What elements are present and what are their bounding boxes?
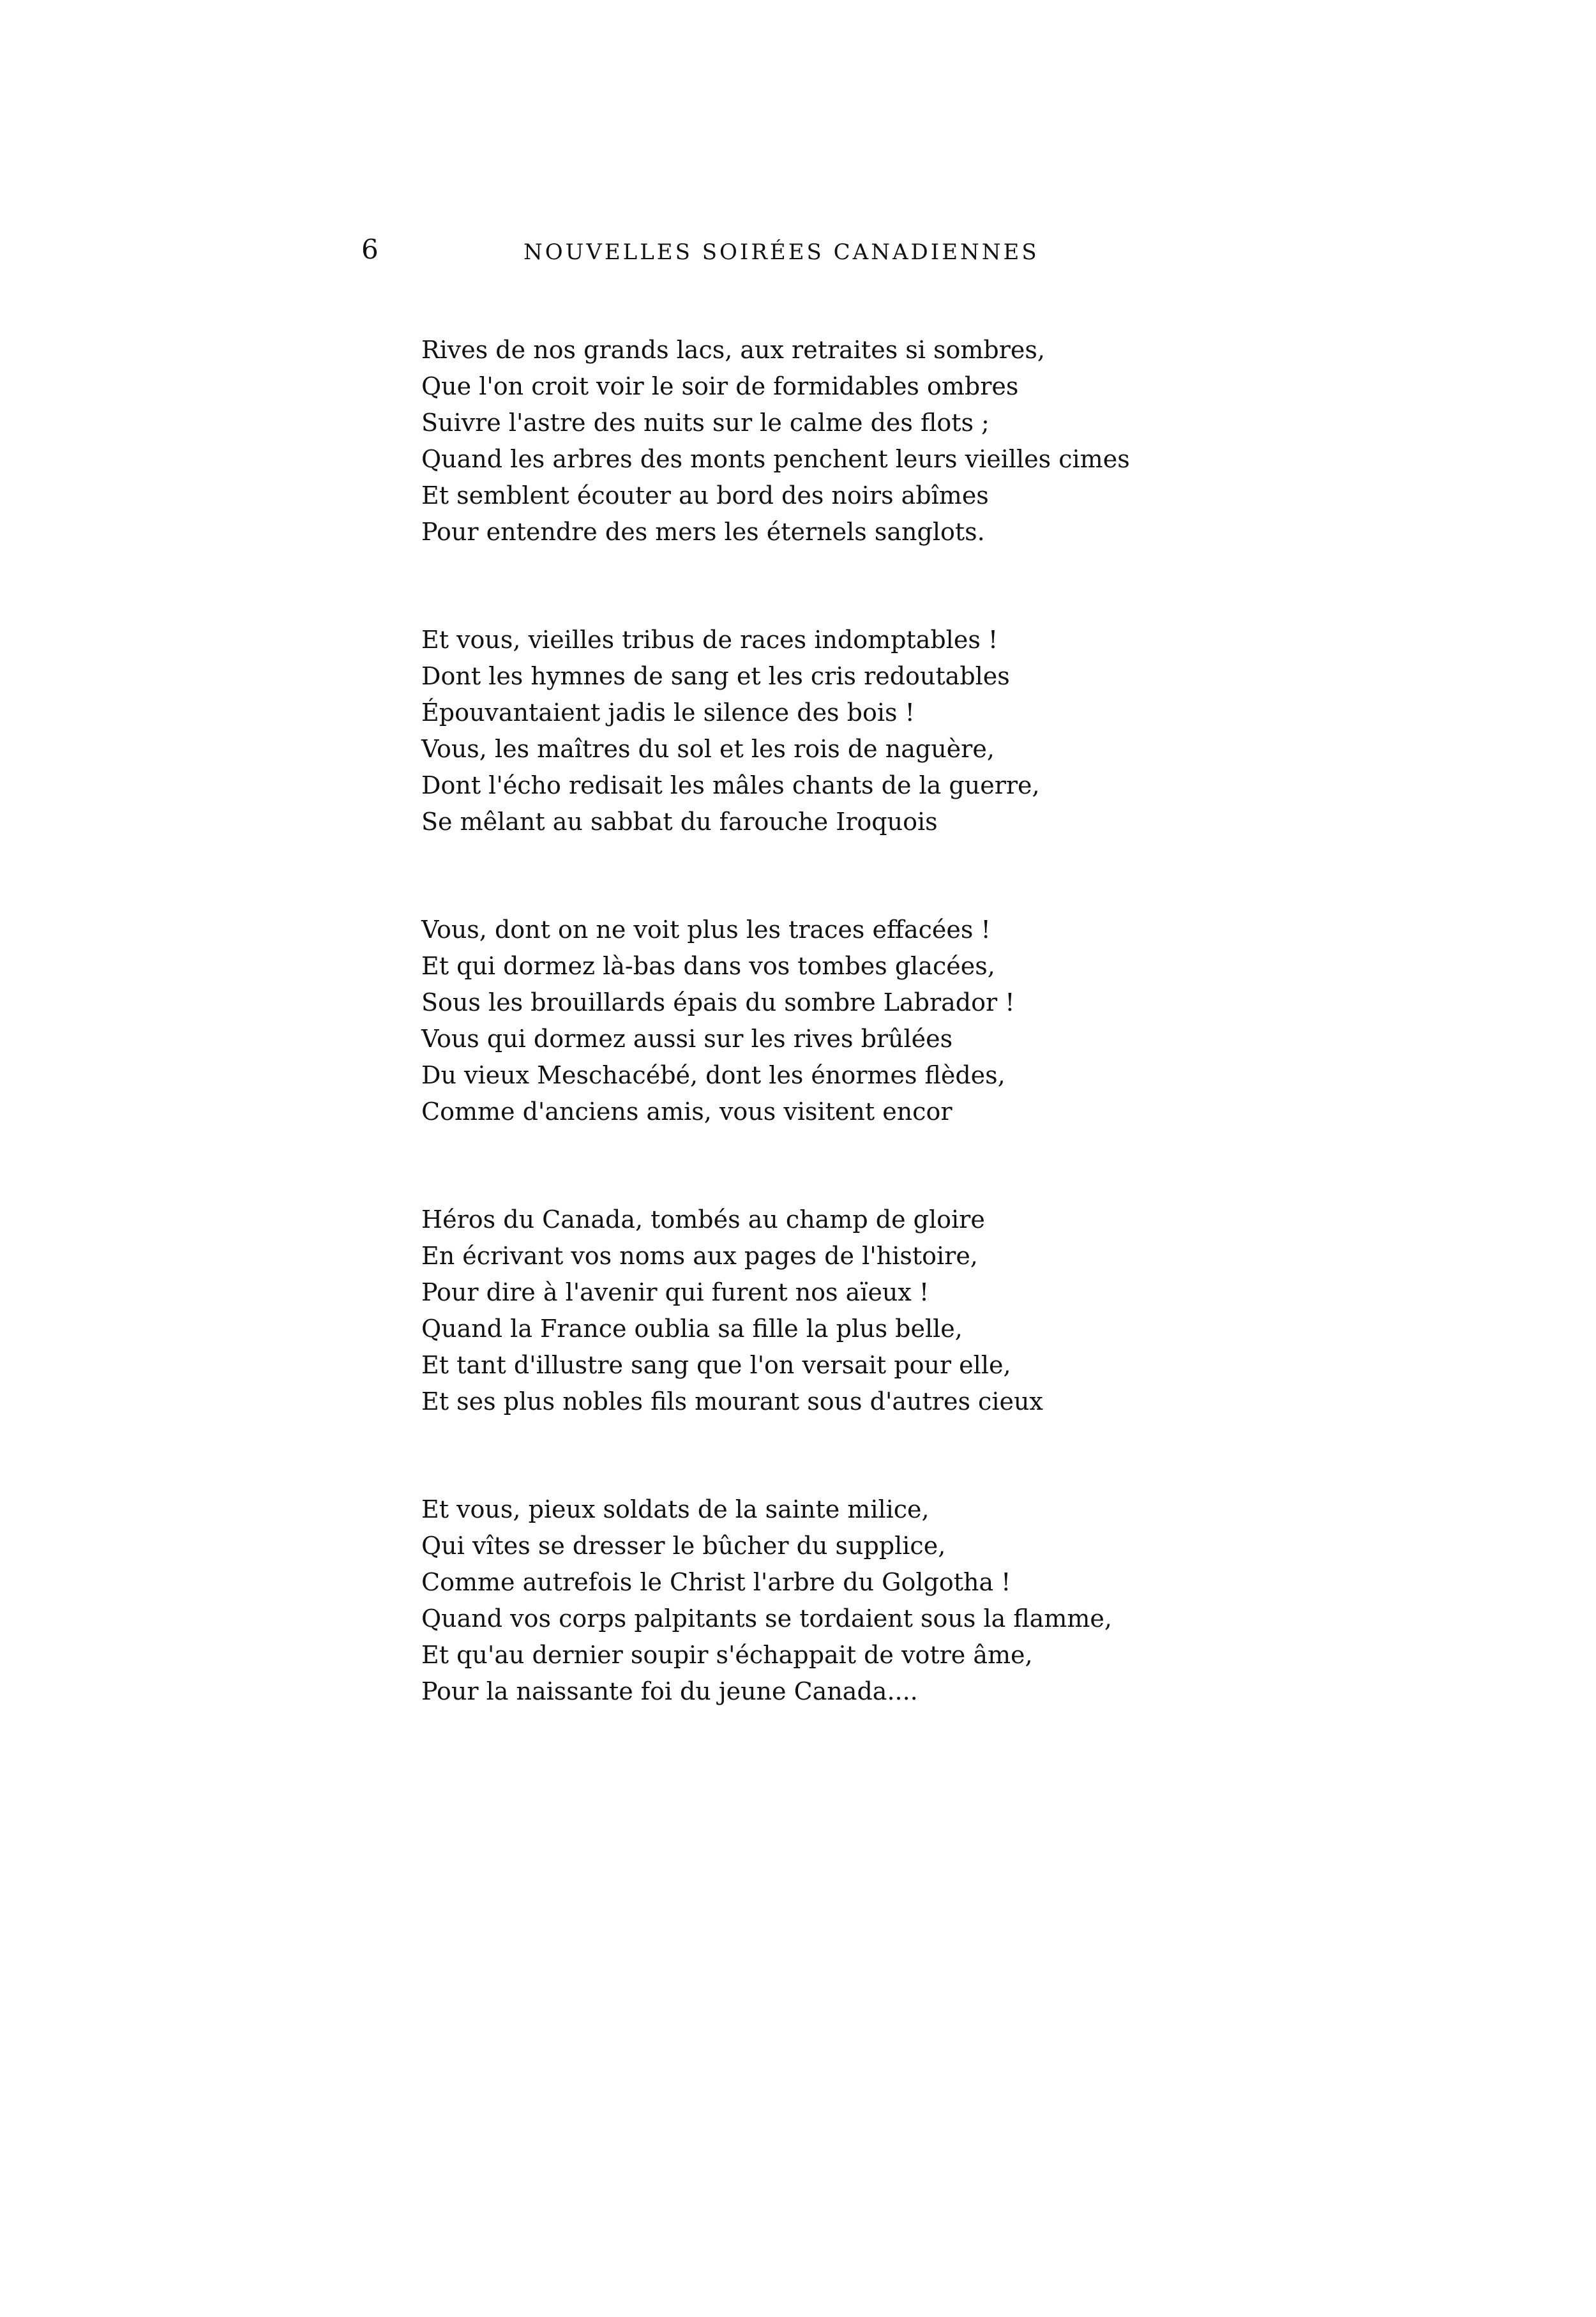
verse-line: Rives de nos grands lacs, aux retraites si sombres, bbox=[421, 336, 1045, 364]
verse-line: Et vous, vieilles tribus de races indomptables ! bbox=[421, 626, 998, 654]
verse-line: Quand la France oublia sa fille la plus belle, bbox=[421, 1315, 963, 1343]
poem bbox=[421, 332, 1136, 1781]
page-number: 6 bbox=[361, 234, 379, 265]
verse-line: Vous qui dormez aussi sur les rives brûlées bbox=[421, 1025, 953, 1053]
verse-line: Héros du Canada, tombés au champ de gloire bbox=[421, 1205, 985, 1234]
verse-line: Dont l'écho redisait les mâles chants de la guerre, bbox=[421, 771, 1040, 799]
verse-line: Épouvantaient jadis le silence des bois ! bbox=[421, 698, 915, 727]
verse-line: Du vieux Meschacébé, dont les énormes flèdes, bbox=[421, 1061, 1005, 1089]
verse-line: Se mêlant au sabbat du farouche Iroquois bbox=[421, 808, 938, 836]
verse-line: Sous les brouillards épais du sombre Labrador ! bbox=[421, 988, 1015, 1016]
stanza-4 bbox=[421, 1202, 1136, 1420]
verse-line: Et vous, pieux soldats de la sainte milice, bbox=[421, 1495, 930, 1523]
running-head: NOUVELLES SOIRÉES CANADIENNES bbox=[523, 239, 1039, 265]
verse-line: Pour la naissante foi du jeune Canada.... bbox=[421, 1677, 918, 1705]
stanza-3 bbox=[421, 912, 1136, 1130]
verse-line: Et ses plus nobles fils mourant sous d'autres cieux bbox=[421, 1387, 1043, 1415]
verse-line: Et tant d'illustre sang que l'on versait pour elle, bbox=[421, 1351, 1011, 1379]
verse-line: En écrivant vos noms aux pages de l'histoire, bbox=[421, 1242, 978, 1270]
stanza-2 bbox=[421, 622, 1136, 840]
verse-line: Et qu'au dernier soupir s'échappait de votre âme, bbox=[421, 1641, 1033, 1669]
verse-line: Pour entendre des mers les éternels sanglots. bbox=[421, 518, 985, 546]
stanza-5 bbox=[421, 1491, 1136, 1710]
verse-line: Qui vîtes se dresser le bûcher du supplice, bbox=[421, 1532, 946, 1560]
verse-line: Vous, dont on ne voit plus les traces effacées ! bbox=[421, 916, 991, 944]
verse-line: Et semblent écouter au bord des noirs abîmes bbox=[421, 481, 989, 509]
verse-line: Quand vos corps palpitants se tordaient sous la flamme, bbox=[421, 1604, 1112, 1633]
verse-line: Dont les hymnes de sang et les cris redoutables bbox=[421, 662, 1010, 690]
verse-line: Quand les arbres des monts penchent leurs vieilles cimes bbox=[421, 445, 1130, 473]
verse-line: Vous, les maîtres du sol et les rois de naguère, bbox=[421, 735, 995, 763]
verse-line: Que l'on croit voir le soir de formidables ombres bbox=[421, 372, 1019, 400]
verse-line: Comme d'anciens amis, vous visitent encor bbox=[421, 1098, 952, 1126]
verse-line: Comme autrefois le Christ l'arbre du Golgotha ! bbox=[421, 1568, 1011, 1596]
verse-line: Suivre l'astre des nuits sur le calme des flots ; bbox=[421, 409, 990, 437]
verse-line: Pour dire à l'avenir qui furent nos aïeux ! bbox=[421, 1278, 930, 1306]
verse-line: Et qui dormez là-bas dans vos tombes glacées, bbox=[421, 952, 995, 980]
stanza-1 bbox=[421, 332, 1136, 550]
